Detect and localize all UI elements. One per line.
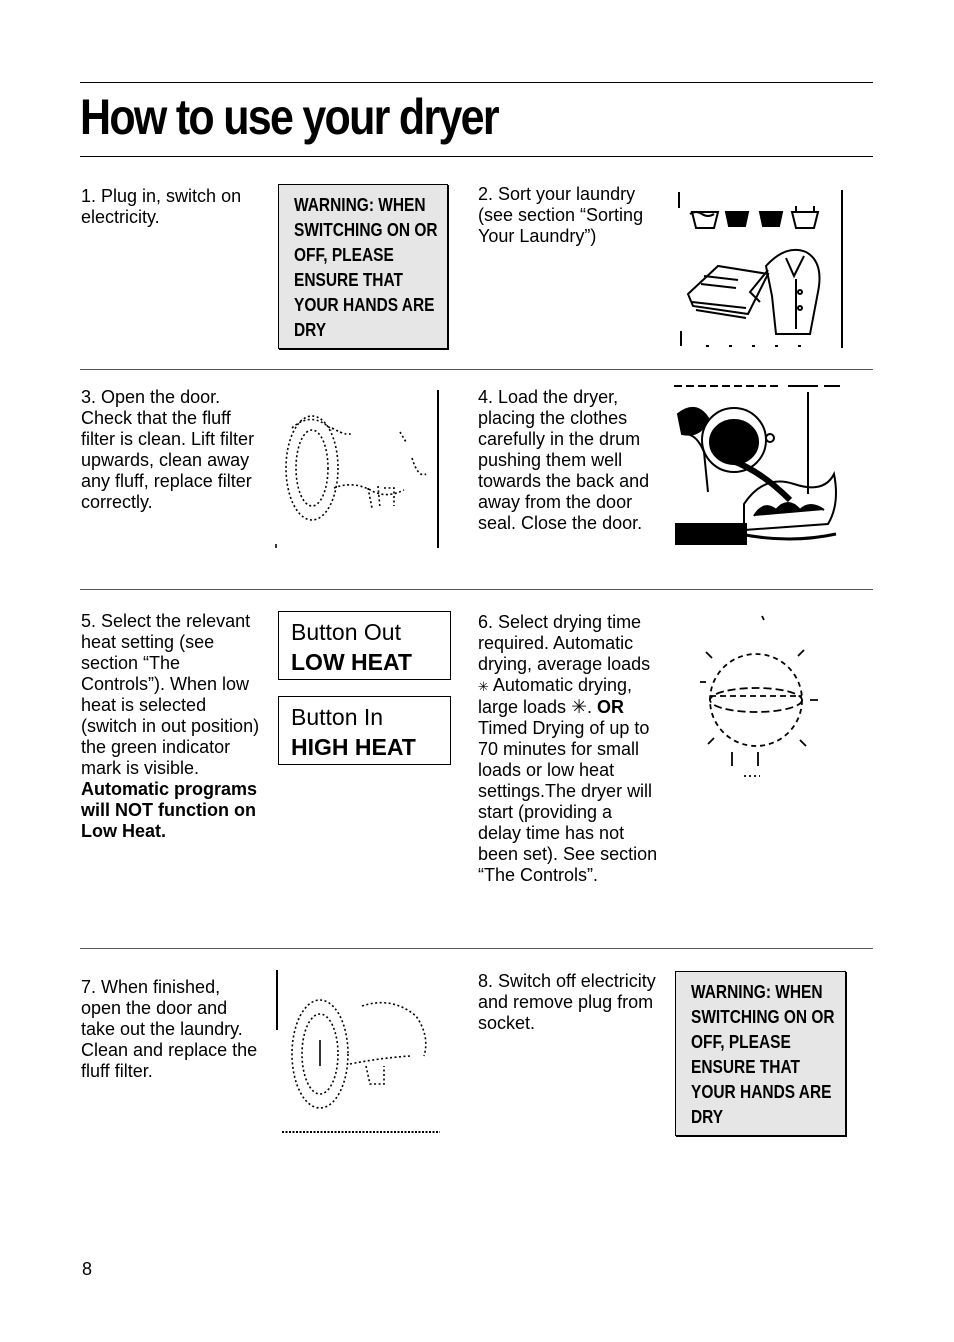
step-6-part-b: Automatic drying, large loads xyxy=(478,675,632,717)
timer-dial-illustration xyxy=(698,612,828,780)
step-7-text: 7. When finished, open the door and take out the laundry. Clean and replace the fluff filter. xyxy=(81,977,258,1081)
step-3-text: 3. Open the door. Check that the fluff filter is clean. Lift filter upwards, clean away any fluff, replace filter correctly. xyxy=(81,387,255,512)
row-divider-3 xyxy=(80,948,873,949)
laundry-care-illustration xyxy=(676,184,846,350)
low-heat-state: Button Out xyxy=(291,619,401,645)
step-6-or: OR xyxy=(597,697,624,717)
auto-average-load-icon: ✳ xyxy=(478,679,489,694)
step-4-text: 4. Load the dryer, placing the clothes carefully in the drum pushing them well towards the back and away from the door seal. Close the door. xyxy=(478,387,650,533)
warning-text: WARNING: WHEN SWITCHING ON OR OFF, PLEASE ENSURE THAT YOUR HANDS ARE DRY xyxy=(691,982,835,1127)
step-5-body: 5. Select the relevant heat setting (see section “The Controls”). When low heat is selected (switch in out position) the green indicator mark is visible. xyxy=(81,611,260,778)
step-5-text xyxy=(81,611,263,842)
row-divider-2 xyxy=(80,589,873,590)
row-divider-1 xyxy=(80,369,873,370)
step-6-part-d: Timed Drying of up to 70 minutes for small loads or low heat settings.The dryer will start (providing a delay time has not been set). See section “The Controls”. xyxy=(478,718,658,885)
load-dryer-illustration xyxy=(674,384,842,548)
high-heat-state: Button In xyxy=(291,704,384,730)
fluff-filter-illustration xyxy=(272,388,442,552)
warning-box-2 xyxy=(675,971,846,1136)
top-rule xyxy=(80,82,873,83)
page-title: How to use your dryer xyxy=(80,89,498,145)
warning-text: WARNING: WHEN SWITCHING ON OR OFF, PLEASE ENSURE THAT YOUR HANDS ARE DRY xyxy=(294,195,438,340)
title-rule xyxy=(80,156,873,157)
auto-large-load-icon: ✳ xyxy=(571,697,587,718)
page-number: 8 xyxy=(82,1259,93,1279)
step-6-part-c: . xyxy=(586,697,597,717)
step-1-text: 1. Plug in, switch on electricity. xyxy=(81,186,242,227)
step-6-part-a: 6. Select drying time required. Automatic drying, average loads xyxy=(478,612,651,674)
high-heat-label: HIGH HEAT xyxy=(291,734,416,760)
low-heat-box xyxy=(278,611,451,680)
step-2-text: 2. Sort your laundry (see section “Sorting Your Laundry”) xyxy=(478,184,644,246)
step-8-text: 8. Switch off electricity and remove plug from socket. xyxy=(478,971,656,1033)
warning-box-1 xyxy=(278,184,448,349)
step-5-warning: Automatic programs will NOT function on Low Heat. xyxy=(81,779,258,841)
high-heat-box xyxy=(278,696,451,765)
low-heat-label: LOW HEAT xyxy=(291,649,412,675)
step-6-text xyxy=(478,612,658,886)
remove-laundry-illustration xyxy=(274,970,442,1136)
